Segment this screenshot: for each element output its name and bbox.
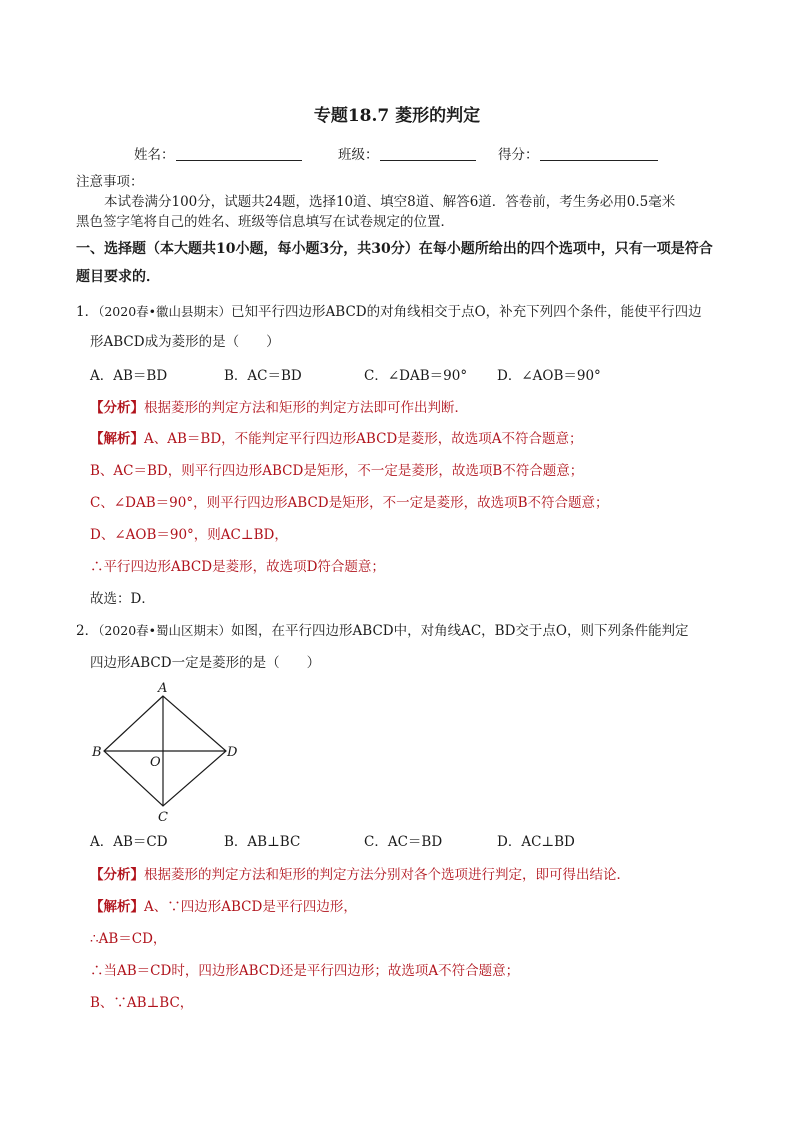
section-heading-line-2: 题目要求的．	[76, 269, 160, 285]
notice-heading: 注意事项：	[76, 174, 144, 190]
score-blank[interactable]	[540, 146, 658, 161]
name-field-label: 姓名：	[134, 147, 175, 163]
vertex-label-b: B	[92, 745, 102, 760]
analysis-text: 根据菱形的判定方法和矩形的判定方法即可作出判断．	[144, 400, 468, 416]
rhombus-figure	[86, 678, 246, 828]
question-1-solution-line-2: B、AC＝BD，则平行四边形ABCD是矩形，不一定是菱形，故选项B不符合题意；	[90, 463, 584, 479]
question-1-stem-text-1: 已知平行四边形ABCD的对角线相交于点O，补充下列四个条件，能使平行四边	[231, 304, 702, 320]
question-2-solution-line-3: ∴当AB＝CD时，四边形ABCD还是平行四边形；故选项A不符合题意；	[90, 963, 520, 979]
question-2-solution-line-4: B、∵AB⊥BC，	[90, 995, 194, 1011]
question-1-option-b[interactable]: B．AC＝BD	[224, 368, 302, 384]
section-heading-line-1: 一、选择题（本大题共10小题，每小题3分，共30分）在每小题所给出的四个选项中，只有一项是符合	[76, 241, 713, 257]
question-1-option-a[interactable]: A．AB＝BD	[90, 368, 168, 384]
question-2-stem-text-1: 如图，在平行四边形ABCD中，对角线AC，BD交于点O，则下列条件能判定	[231, 623, 689, 639]
solution-text: A、∵四边形ABCD是平行四边形，	[144, 899, 357, 915]
question-1-number: 1．	[76, 304, 99, 320]
name-blank[interactable]	[176, 146, 302, 161]
question-2-solution-line-1	[90, 898, 357, 916]
question-2-option-d[interactable]: D．AC⊥BD	[497, 834, 575, 850]
notice-line-1: 本试卷满分100分，试题共24题，选择10道、填空8道、解答6道．答卷前，考生务必用0.5毫米	[104, 194, 676, 210]
question-2-stem-line-2: 四边形ABCD一定是菱形的是（ ）	[90, 655, 321, 671]
question-2-analysis	[90, 866, 630, 884]
question-1-solution-line-5: ∴平行四边形ABCD是菱形，故选项D符合题意；	[90, 559, 385, 575]
vertex-label-d: D	[227, 745, 238, 760]
vertex-label-a: A	[158, 681, 168, 696]
question-1-stem-line-2: 形ABCD成为菱形的是（ ）	[90, 334, 280, 350]
question-2-option-b[interactable]: B．AB⊥BC	[224, 834, 301, 850]
question-2-number: 2．	[76, 623, 99, 639]
solution-text: A、AB＝BD，不能判定平行四边形ABCD是菱形，故选项A不符合题意；	[144, 431, 583, 447]
vertex-label-c: C	[158, 810, 168, 825]
question-1-analysis	[90, 399, 468, 417]
class-field-label: 班级：	[338, 147, 379, 163]
center-label-o: O	[150, 755, 161, 770]
solution-tag: 【解析】	[90, 431, 144, 447]
question-1-solution-line-3: C、∠DAB＝90°，则平行四边形ABCD是矩形，不一定是菱形，故选项B不符合题意；	[90, 495, 609, 511]
question-1-option-d[interactable]: D．∠AOB＝90°	[497, 368, 601, 384]
page-title: 专题18.7 菱形的判定	[313, 106, 481, 126]
solution-tag: 【解析】	[90, 899, 144, 915]
question-2-stem-line-1	[76, 622, 689, 640]
notice-line-2: 黑色签字笔将自己的姓名、班级等信息填写在试卷规定的位置．	[76, 214, 454, 230]
question-1-stem-line-1	[76, 303, 702, 321]
question-1-solution-line-4: D、∠AOB＝90°，则AC⊥BD，	[90, 527, 288, 543]
question-1-option-c[interactable]: C．∠DAB＝90°	[364, 368, 468, 384]
analysis-tag: 【分析】	[90, 400, 144, 416]
question-1-source: （2020春•徽山县期末）	[98, 304, 232, 319]
question-2-option-a[interactable]: A．AB＝CD	[90, 834, 168, 850]
question-2-source: （2020春•蜀山区期末）	[98, 623, 232, 638]
score-field-label: 得分：	[498, 147, 539, 163]
question-1-answer: 故选：D．	[90, 591, 155, 607]
question-2-solution-line-2: ∴AB＝CD，	[90, 931, 167, 947]
class-blank[interactable]	[380, 146, 476, 161]
analysis-tag: 【分析】	[90, 867, 144, 883]
question-1-solution-line-1	[90, 430, 583, 448]
analysis-text: 根据菱形的判定方法和矩形的判定方法分别对各个选项进行判定，即可得出结论．	[144, 867, 630, 883]
question-2-option-c[interactable]: C．AC＝BD	[364, 834, 443, 850]
